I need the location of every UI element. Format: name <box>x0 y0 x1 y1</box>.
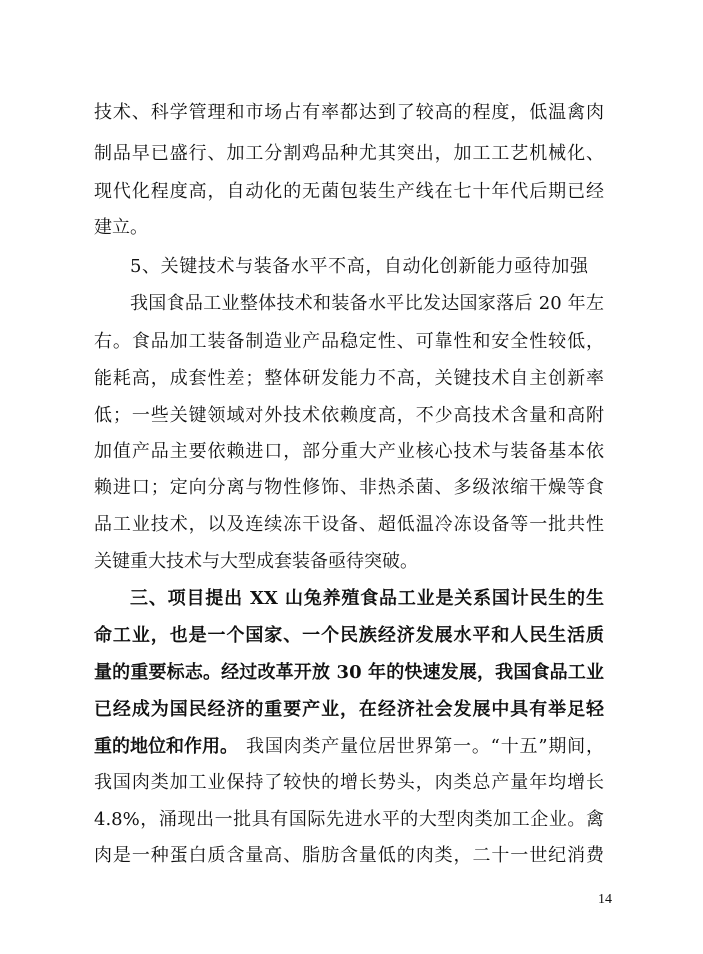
text-line-content: 制品早已盛行、加工分割鸡品种尤其突出，加工工艺机械化、 <box>94 143 604 164</box>
text-line-content: 技术、科学管理和市场占有率都达到了较高的程度，低温禽肉 <box>94 102 604 123</box>
section-heading-line <box>0 654 703 692</box>
section-heading-text: 命工业，也是一个国家、一个民族经济发展水平和人民生活质 <box>94 625 604 646</box>
text-line-content: 建立。 <box>94 217 148 238</box>
text-line-content: 关键重大技术与大型成套装备亟待突破。 <box>94 551 418 572</box>
text-line-content: 现代化程度高，自动化的无菌包装生产线在七十年代后期已经 <box>94 181 604 202</box>
subheading <box>0 248 703 286</box>
section-heading-line <box>0 580 703 618</box>
text-line <box>0 543 703 581</box>
section-heading-text: 三、项目提出 XX 山兔养殖食品工业是关系国计民生的生 <box>130 588 604 609</box>
text-line-content: 能耗高，成套性差；整体研发能力不高，关键技术自主创新率 <box>94 368 604 389</box>
text-line-content: 4.8%，涌现出一批具有国际先进水平的大型肉类加工企业。禽 <box>94 809 604 830</box>
text-line <box>0 285 703 323</box>
text-line <box>0 469 703 507</box>
text-line <box>0 173 703 211</box>
text-line-content: 我国肉类加工业保持了较快的增长势头，肉类总产量年均增长 <box>94 772 604 793</box>
text-line <box>0 323 703 361</box>
text-line-content: 加值产品主要依赖进口，部分重大产业核心技术与装备基本依 <box>94 441 604 462</box>
text-line <box>0 801 703 839</box>
text-line-content: 我国肉类产量位居世界第一。“十五”期间， <box>246 736 604 757</box>
page-number: 14 <box>598 892 612 907</box>
text-line <box>0 764 703 802</box>
text-line <box>0 135 703 173</box>
subheading-text: 5、关键技术与装备水平不高，自动化创新能力亟待加强 <box>130 256 588 277</box>
text-line-content: 赖进口；定向分离与物性修饰、非热杀菌、多级浓缩干燥等食 <box>94 477 604 498</box>
section-heading-text: 重的地位和作用。 <box>94 736 238 757</box>
text-line <box>0 209 703 247</box>
section-heading-text: 已经成为国民经济的重要产业，在经济社会发展中具有举足轻 <box>94 699 604 720</box>
text-line <box>0 360 703 398</box>
section-heading-text: 量的重要标志。经过改革开放 30 年的快速发展，我国食品工业 <box>94 662 604 683</box>
text-line <box>0 837 703 875</box>
text-line-content: 我国食品工业整体技术和装备水平比发达国家落后 20 年左 <box>130 293 604 314</box>
text-line <box>0 506 703 544</box>
section-heading-line <box>0 617 703 655</box>
text-line-content: 低；一些关键领域对外技术依赖度高，不少高技术含量和高附 <box>94 405 604 426</box>
text-line-content: 右。食品加工装备制造业产品稳定性、可靠性和安全性较低， <box>94 331 604 352</box>
section-heading-line <box>0 691 703 729</box>
mixed-line <box>0 728 703 766</box>
text-line-content: 肉是一种蛋白质含量高、脂肪含量低的肉类，二十一世纪消费 <box>94 845 604 866</box>
text-line <box>0 94 703 132</box>
text-line <box>0 433 703 471</box>
text-line <box>0 397 703 435</box>
text-line-content: 品工业技术，以及连续冻干设备、超低温冷冻设备等一批共性 <box>94 514 604 535</box>
